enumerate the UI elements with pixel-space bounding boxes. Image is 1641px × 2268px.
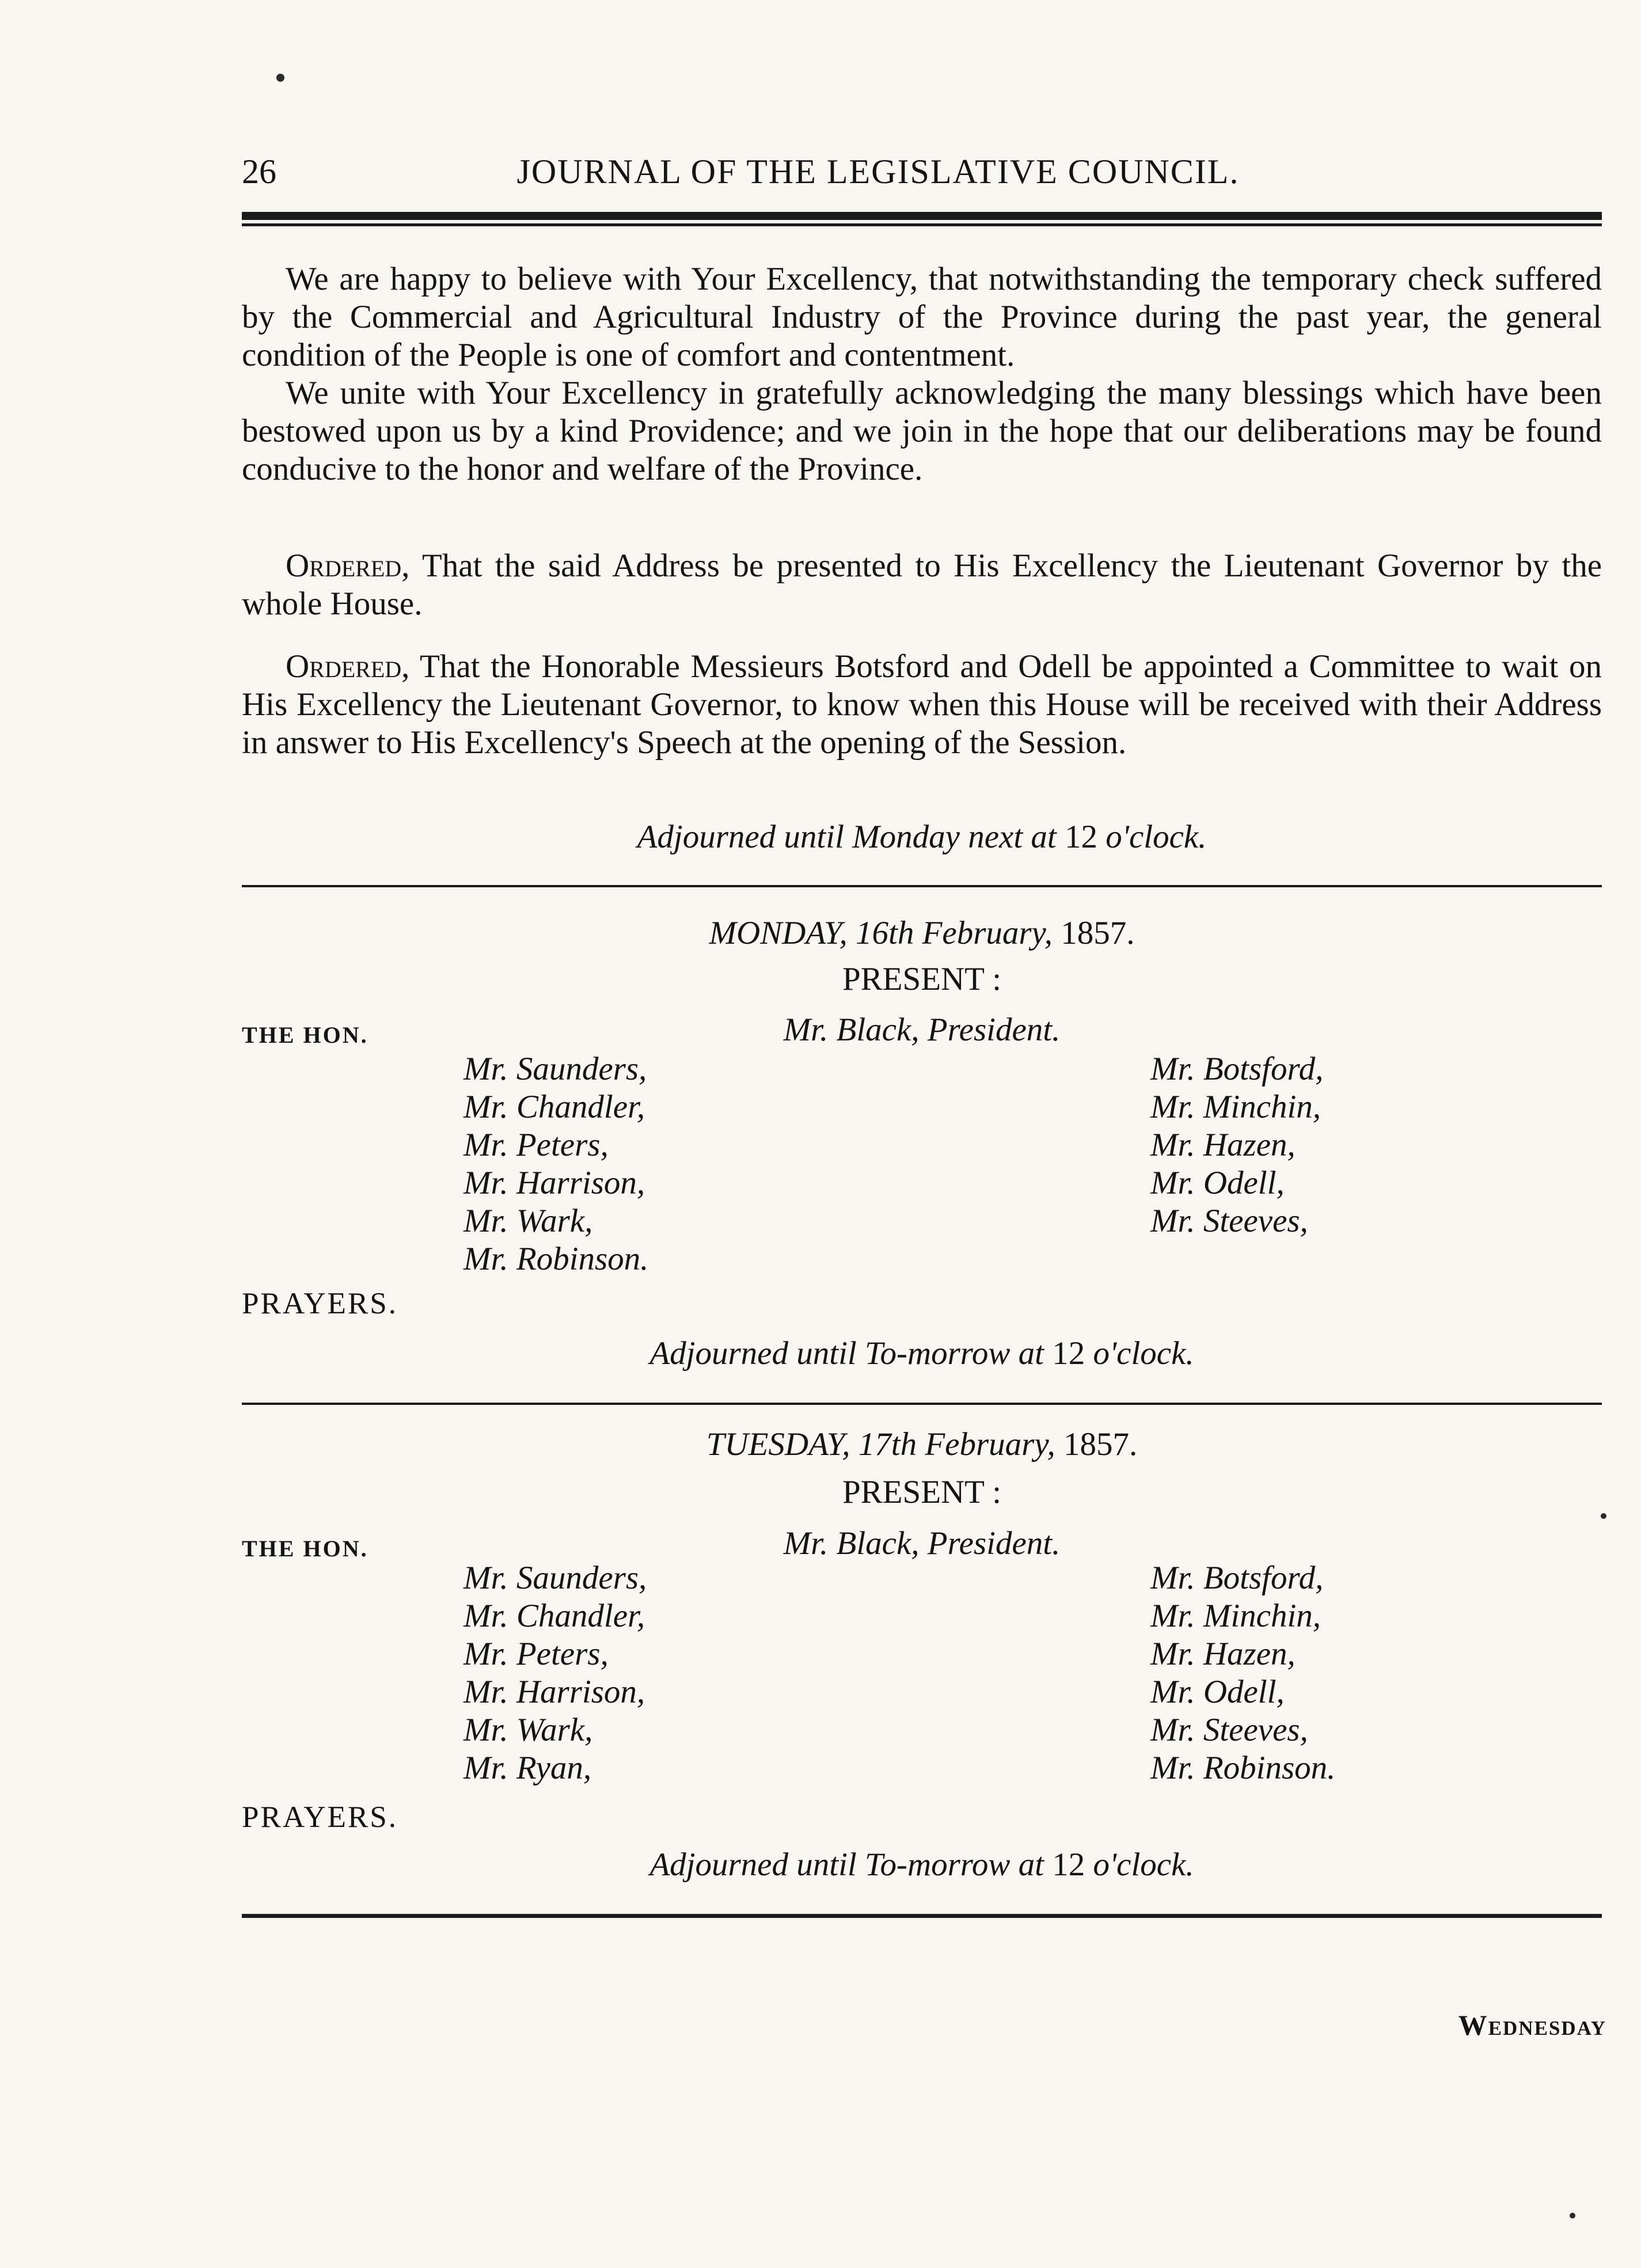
member: Mr. Odell, bbox=[1150, 1165, 1285, 1201]
header-rule bbox=[242, 212, 1602, 220]
paragraph: We are happy to believe with Your Excellency, that notwithstanding the temporary check suffered by the Commercial and Agricultural Industry of the Province during the past year, the general condition of the People is one of comfort and contentment. bbox=[242, 261, 1602, 373]
member: Mr. Robinson. bbox=[1150, 1750, 1336, 1786]
prayers: PRAYERS. bbox=[242, 1287, 398, 1320]
member: Mr. Wark, bbox=[464, 1712, 593, 1748]
member: Mr. Saunders, bbox=[464, 1560, 647, 1596]
order-1 bbox=[242, 547, 1602, 623]
member: Mr. Peters, bbox=[464, 1127, 609, 1163]
order-lead: Ordered, bbox=[286, 648, 410, 685]
member: Mr. Minchin, bbox=[1150, 1089, 1321, 1125]
present-heading: PRESENT : bbox=[842, 961, 1002, 997]
scan-speck bbox=[276, 74, 284, 82]
section-rule bbox=[242, 885, 1602, 887]
scan-speck bbox=[1601, 1513, 1606, 1519]
member: Mr. Robinson. bbox=[464, 1241, 649, 1277]
member: Mr. Hazen, bbox=[1150, 1636, 1296, 1672]
member: Mr. Ryan, bbox=[464, 1750, 592, 1786]
member: Mr. Chandler, bbox=[464, 1089, 645, 1125]
adjournment: Adjourned until Monday next at 12 o'clock. bbox=[637, 819, 1207, 855]
adjournment: Adjourned until To-morrow at 12 o'clock. bbox=[649, 1335, 1194, 1372]
page-number: 26 bbox=[242, 153, 276, 191]
members-right bbox=[1150, 1053, 1323, 1243]
session-date-monday: MONDAY, 16th February, 1857. bbox=[709, 915, 1135, 951]
member: Mr. Hazen, bbox=[1150, 1127, 1296, 1163]
president: Mr. Black, President. bbox=[783, 1525, 1061, 1562]
member: Mr. Steeves, bbox=[1150, 1203, 1308, 1239]
section-rule bbox=[242, 1403, 1602, 1405]
members-left bbox=[464, 1562, 647, 1790]
member: Mr. Wark, bbox=[464, 1203, 593, 1239]
session-date-tuesday: TUESDAY, 17th February, 1857. bbox=[706, 1426, 1138, 1462]
member: Mr. Botsford, bbox=[1150, 1051, 1324, 1087]
member: Mr. Odell, bbox=[1150, 1674, 1285, 1710]
member: Mr. Botsford, bbox=[1150, 1560, 1324, 1596]
member: Mr. Harrison, bbox=[464, 1165, 645, 1201]
catchword: Wednesday bbox=[1458, 2009, 1606, 2041]
order-text: That the Honorable Messieurs Botsford and Odell be appointed a Committee to wait on His Excellency the Lieutenant Governor, to know when this House will be received with their Address in answer to His Excellency's Speech at the opening of the Session. bbox=[242, 648, 1602, 761]
president: Mr. Black, President. bbox=[783, 1012, 1061, 1048]
member: Mr. Harrison, bbox=[464, 1674, 645, 1710]
section-rule bbox=[242, 1914, 1602, 1918]
prayers: PRAYERS. bbox=[242, 1800, 398, 1834]
paragraph: We unite with Your Excellency in gratefully acknowledging the many blessings which have been bestowed upon us by a kind Providence; and we join in the hope that our deliberations may be found conducive to the honor and welfare of the Province. bbox=[242, 375, 1602, 487]
member: Mr. Saunders, bbox=[464, 1051, 647, 1087]
member: Mr. Steeves, bbox=[1150, 1712, 1308, 1748]
members-left bbox=[464, 1053, 648, 1281]
member: Mr. Chandler, bbox=[464, 1598, 645, 1634]
members-right bbox=[1150, 1562, 1335, 1790]
the-hon-label: THE HON. bbox=[242, 1022, 369, 1048]
adjournment: Adjourned until To-morrow at 12 o'clock. bbox=[649, 1847, 1194, 1883]
order-lead: Ordered, bbox=[286, 548, 410, 584]
member: Mr. Peters, bbox=[464, 1636, 609, 1672]
running-title: JOURNAL OF THE LEGISLATIVE COUNCIL. bbox=[516, 153, 1240, 191]
header-rule-thin bbox=[242, 223, 1602, 226]
scan-speck bbox=[1570, 2213, 1575, 2218]
present-heading: PRESENT : bbox=[842, 1474, 1002, 1510]
address-text bbox=[242, 260, 1602, 488]
order-text: That the said Address be presented to His Excellency the Lieutenant Governor by the whole House. bbox=[242, 548, 1602, 622]
order-2 bbox=[242, 648, 1602, 762]
the-hon-label: THE HON. bbox=[242, 1536, 369, 1562]
member: Mr. Minchin, bbox=[1150, 1598, 1321, 1634]
